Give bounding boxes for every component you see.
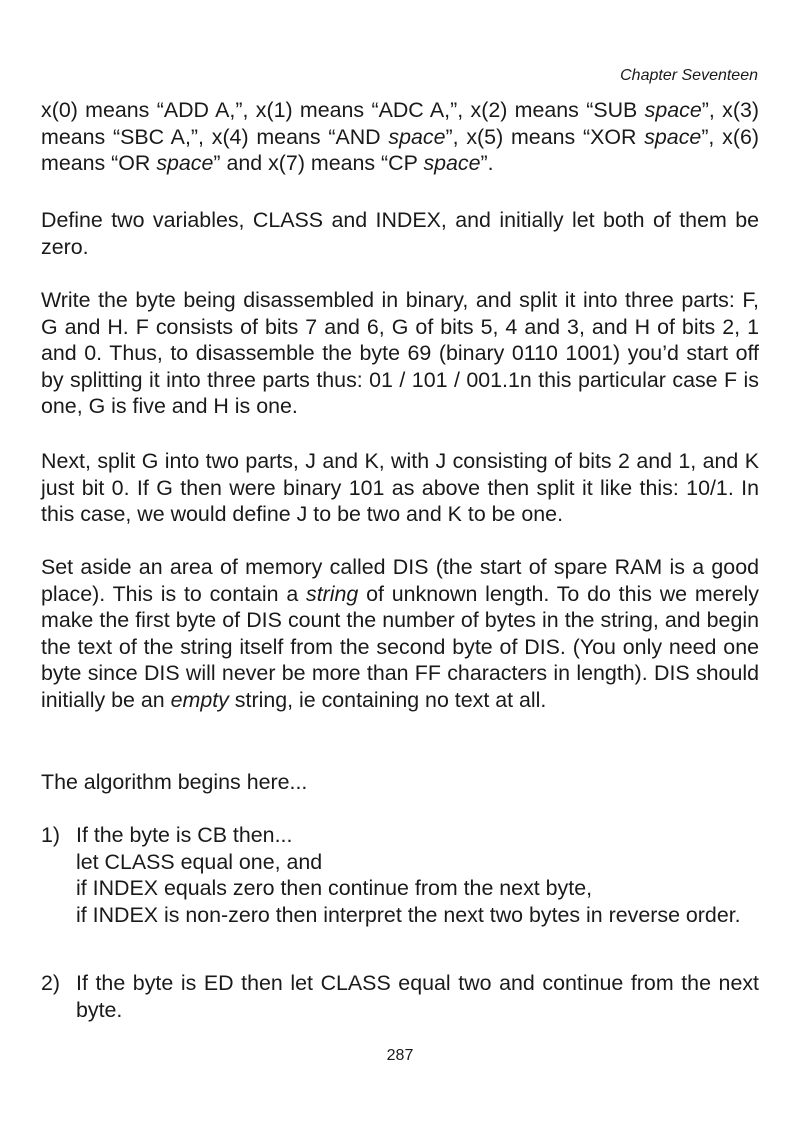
- list-item: [41, 970, 759, 1023]
- chapter-header: Chapter Seventeen: [620, 67, 758, 84]
- list-item-body: If the byte is ED then let CLASS equal two and continue from the next byte.: [76, 971, 759, 1022]
- list-item: [41, 822, 759, 928]
- paragraph-algorithm-intro: The algorithm begins here...: [41, 770, 308, 794]
- paragraph-dis-memory: Set aside an area of memory called DIS (the start of spare RAM is a good place). This is to contain a string of unknown length. To do this we merely make the first byte of DIS count the number of bytes in the string, and begin the text of the string itself from the second byte of DIS. (You only need one byte since DIS will never be more than FF characters in length). DIS should initially be an empty string, ie containing no text at all.: [41, 555, 759, 712]
- paragraph-split-byte: Write the byte being disassembled in binary, and split it into three parts: F, G and H. F consists of bits 7 and 6, G of bits 5, 4 and 3, and H of bits 2, 1 and 0. Thus, to disassemble the byte 69 (binary 0110 1001) you’d start off by splitting it into three parts thus: 01 / 101 / 001.1n this particular case F is one, G is five and H is one.: [41, 288, 759, 418]
- paragraph-split-g: Next, split G into two parts, J and K, with J consisting of bits 2 and 1, and K just bit 0. If G then were binary 101 as above then split it like this: 10/1. In this case, we would define J to be two and K to be one.: [41, 449, 759, 526]
- page-number: 287: [386, 1047, 414, 1064]
- list-number: 2): [41, 971, 61, 995]
- list-item-body: If the byte is CB then... let CLASS equal one, and if INDEX equals zero then continue from the next byte, if INDEX is non-zero then interpret the next two bytes in reverse order.: [76, 823, 741, 927]
- list-number: 1): [41, 823, 61, 847]
- paragraph-instruction-meanings: x(0) means “ADD A,”, x(1) means “ADC A,”, x(2) means “SUB space”, x(3) means “SBC A,”, x(4) means “AND space”, x(5) means “XOR space”, x(6) means “OR space” and x(7) means “CP space”.: [41, 98, 759, 175]
- paragraph-define-variables: Define two variables, CLASS and INDEX, and initially let both of them be zero.: [41, 208, 759, 259]
